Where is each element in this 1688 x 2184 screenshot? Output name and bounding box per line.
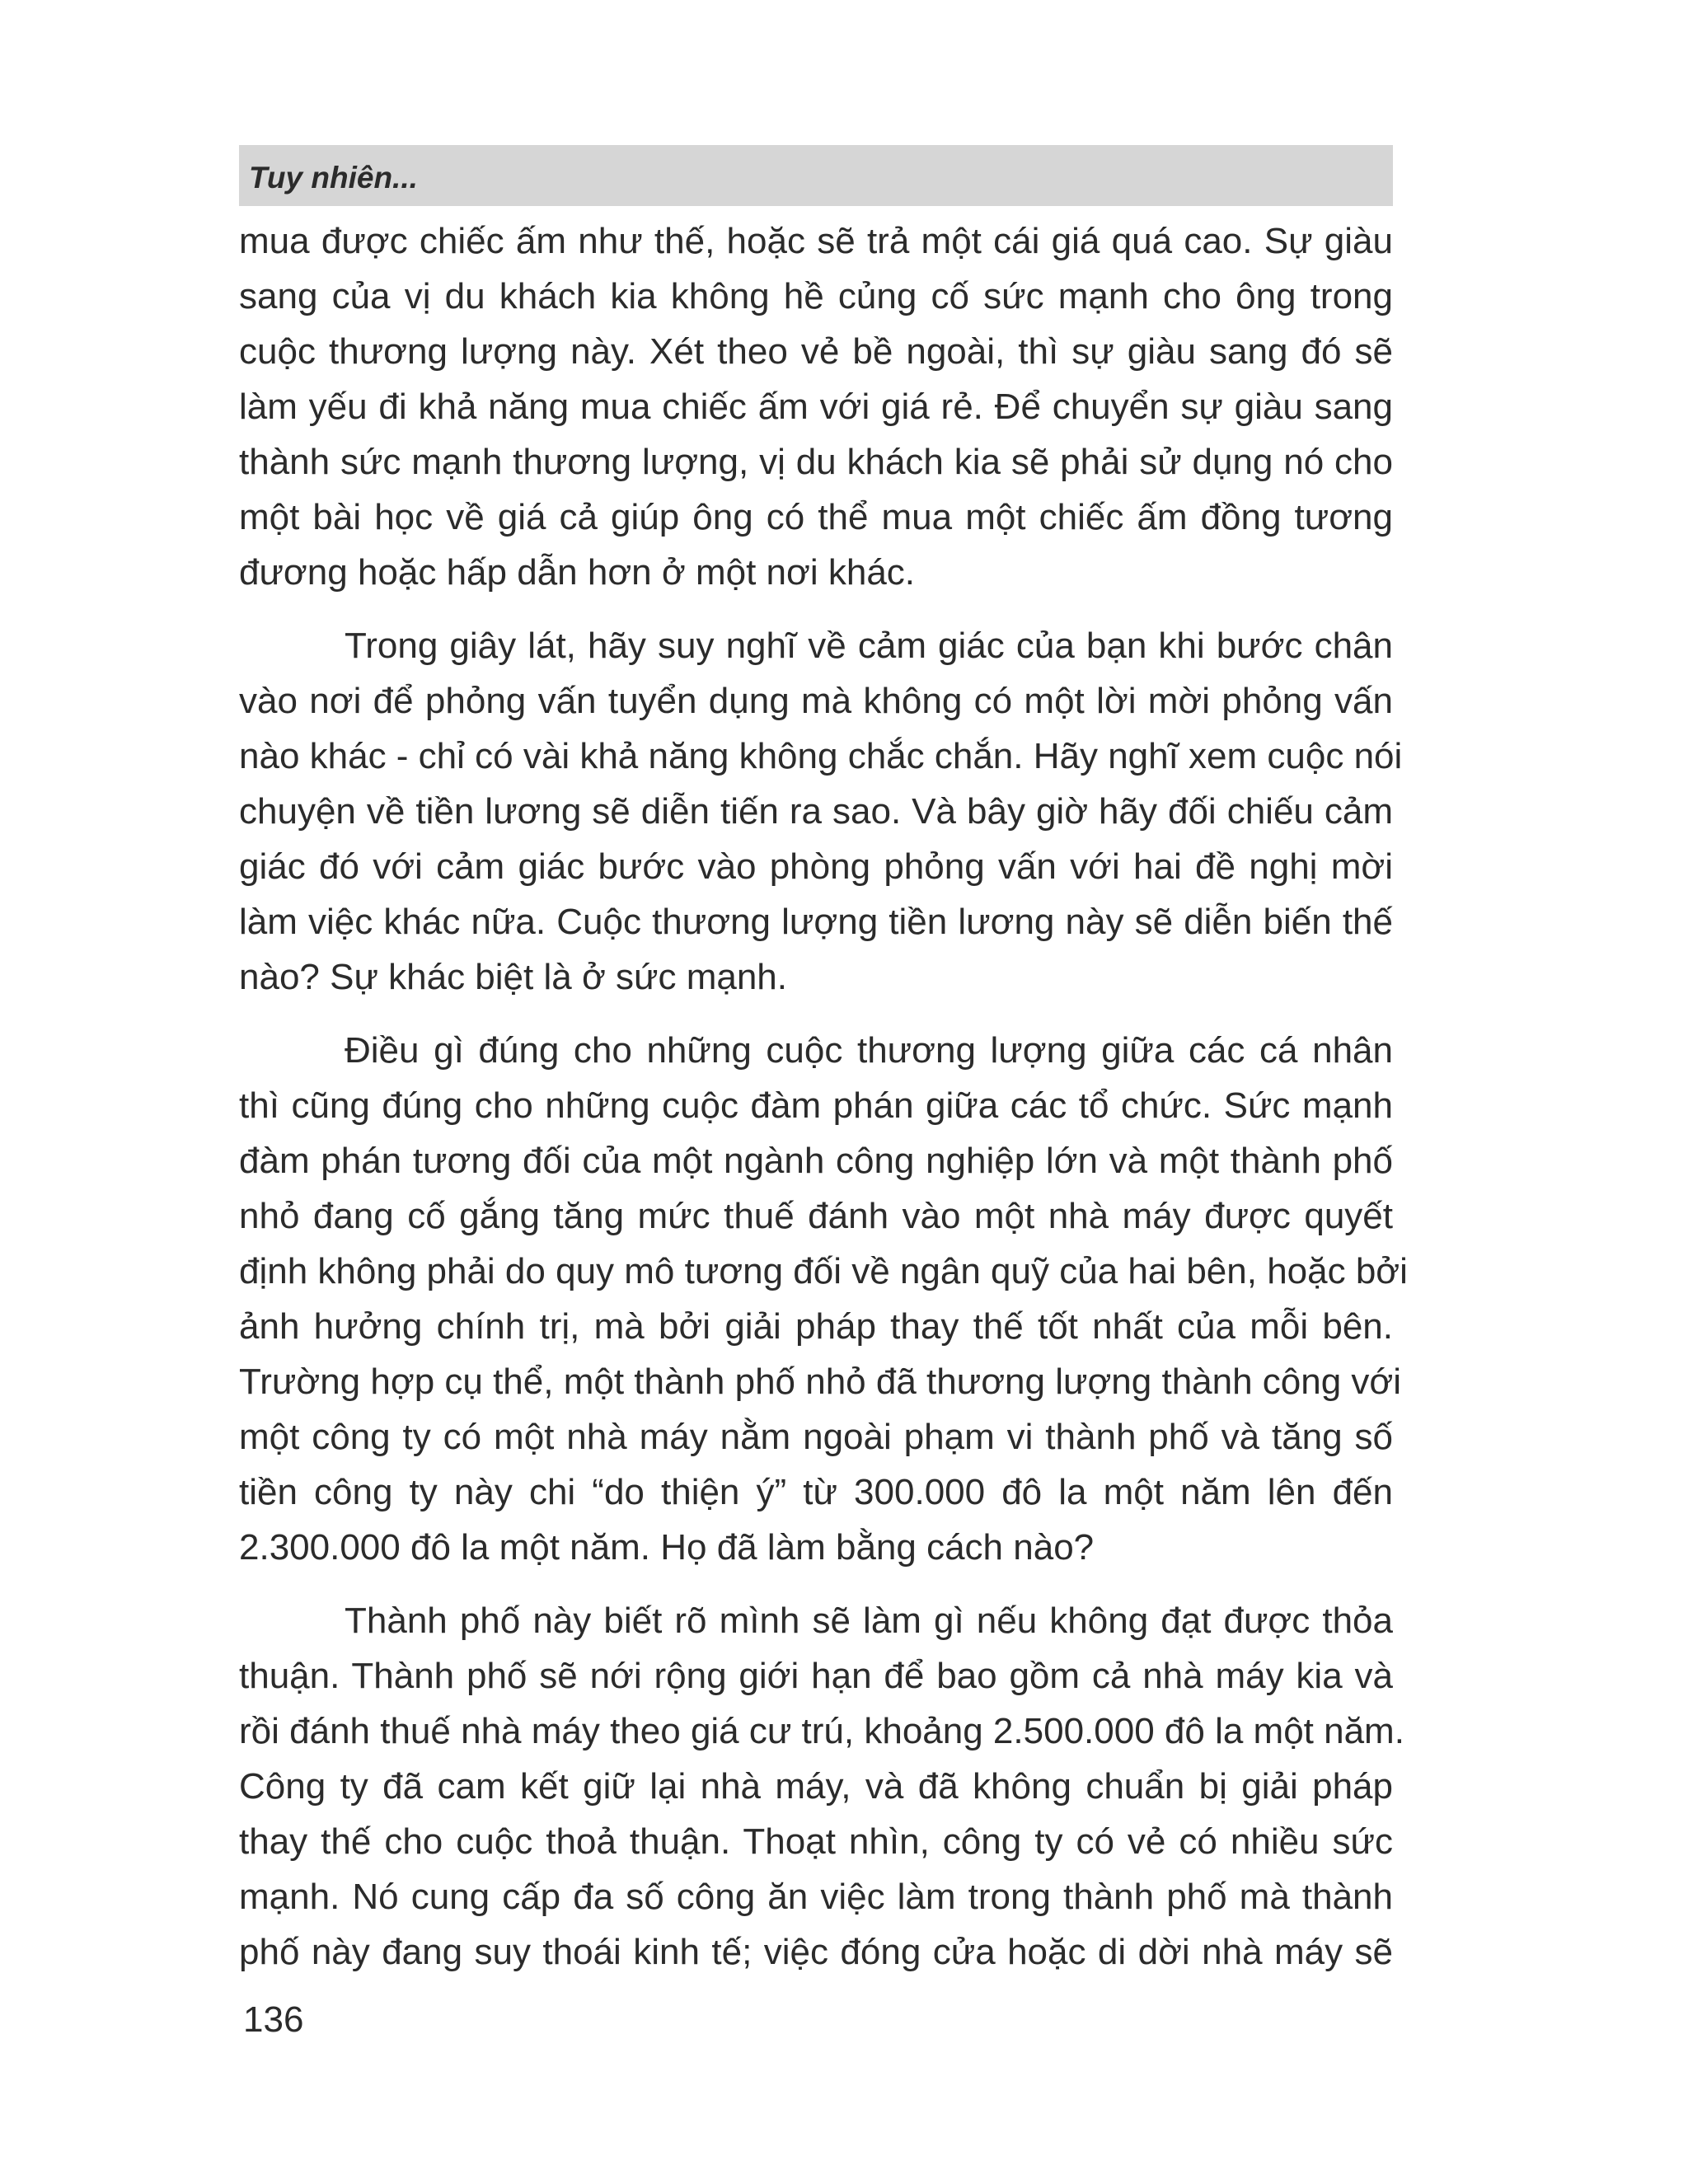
section-header-title: Tuy nhiên... [249,161,418,194]
text-line: giác đó với cảm giác bước vào phòng phỏng vấn với hai đề nghị mời [239,846,1393,887]
text-line: cuộc thương lượng này. Xét theo vẻ bề ngoài, thì sự giàu sang đó sẽ [239,331,1393,372]
text-line: nhỏ đang cố gắng tăng mức thuế đánh vào một nhà máy được quyết [239,1196,1393,1236]
text-line: Điều gì đúng cho những cuộc thương lượng giữa các cá nhân [345,1030,1393,1071]
text-line: mạnh. Nó cung cấp đa số công ăn việc làm trong thành phố mà thành [239,1877,1393,1917]
text-line: làm việc khác nữa. Cuộc thương lượng tiền lương này sẽ diễn biến thế [239,902,1393,942]
text-line: một bài học về giá cả giúp ông có thể mua một chiếc ấm đồng tương [239,497,1393,537]
text-line: rồi đánh thuế nhà máy theo giá cư trú, khoảng 2.500.000 đô la một năm. [239,1711,1404,1751]
text-line: thành sức mạnh thương lượng, vị du khách kia sẽ phải sử dụng nó cho [239,442,1393,482]
text-line: 2.300.000 đô la một năm. Họ đã làm bằng cách nào? [239,1527,1095,1568]
text-line: Trường hợp cụ thể, một thành phố nhỏ đã thương lượng thành công với [239,1361,1402,1402]
text-line: đương hoặc hấp dẫn hơn ở một nơi khác. [239,552,916,593]
text-line: sang của vị du khách kia không hề củng cố sức mạnh cho ông trong [239,276,1393,316]
text-line: đàm phán tương đối của một ngành công nghiệp lớn và một thành phố [239,1141,1393,1181]
text-line: làm yếu đi khả năng mua chiếc ấm với giá rẻ. Để chuyển sự giàu sang [239,387,1393,427]
paragraph-3 [239,1023,1408,1575]
text-line: phố này đang suy thoái kinh tế; việc đóng cửa hoặc di dời nhà máy sẽ [239,1932,1393,1972]
text-line: một công ty có một nhà máy nằm ngoài phạm vi thành phố và tăng số [239,1417,1393,1457]
text-line: tiền công ty này chi “do thiện ý” từ 300.000 đô la một năm lên đến [239,1472,1393,1512]
text-line: Công ty đã cam kết giữ lại nhà máy, và đã không chuẩn bị giải pháp [239,1766,1393,1807]
text-line: thuận. Thành phố sẽ nới rộng giới hạn để bao gồm cả nhà máy kia và [239,1656,1393,1696]
text-line: Trong giây lát, hãy suy nghĩ về cảm giác của bạn khi bước chân [345,626,1393,666]
text-line: chuyện về tiền lương sẽ diễn tiến ra sao. Và bây giờ hãy đối chiếu cảm [239,791,1393,832]
page-number: 136 [243,1999,304,2040]
paragraph-4 [239,1593,1404,1980]
text-line: định không phải do quy mô tương đối về ngân quỹ của hai bên, hoặc bởi [239,1251,1408,1291]
text-line: ảnh hưởng chính trị, mà bởi giải pháp thay thế tốt nhất của mỗi bên. [239,1306,1393,1347]
paragraph-2 [239,618,1403,1005]
text-line: Thành phố này biết rõ mình sẽ làm gì nếu không đạt được thỏa [345,1601,1393,1641]
paragraph-1 [239,213,1393,600]
text-line: mua được chiếc ấm như thế, hoặc sẽ trả một cái giá quá cao. Sự giàu [239,221,1393,261]
text-line: vào nơi để phỏng vấn tuyển dụng mà không có một lời mời phỏng vấn [239,681,1393,721]
text-line: nào? Sự khác biệt là ở sức mạnh. [239,957,787,997]
body-text [239,213,1408,1998]
text-line: nào khác - chỉ có vài khả năng không chắc chắn. Hãy nghĩ xem cuộc nói [239,736,1403,776]
text-line: thì cũng đúng cho những cuộc đàm phán giữa các tổ chức. Sức mạnh [239,1085,1393,1126]
text-line: thay thế cho cuộc thoả thuận. Thoạt nhìn, công ty có vẻ có nhiều sức [239,1821,1393,1862]
section-header-bar [239,145,1393,206]
